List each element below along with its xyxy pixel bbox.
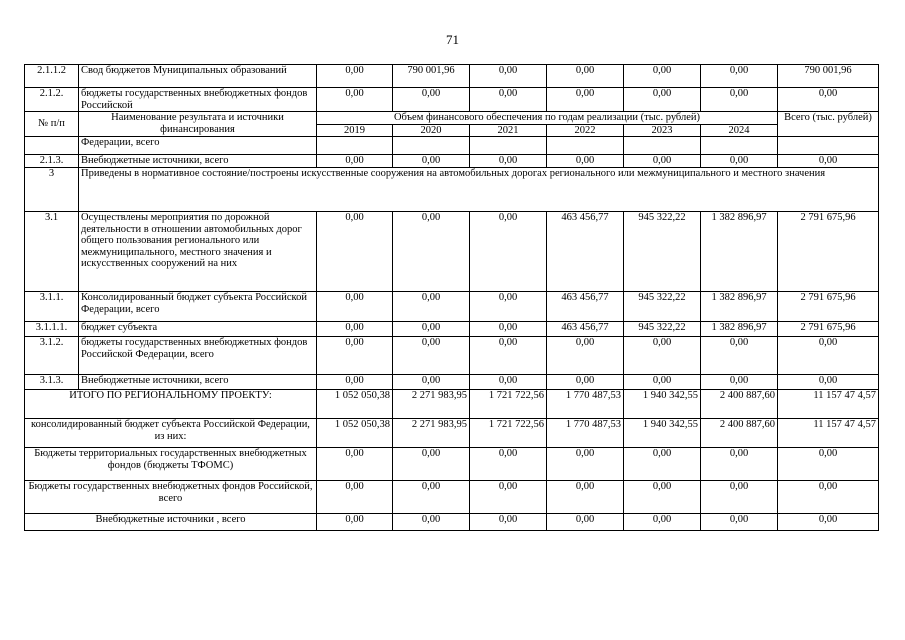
total-cell: 2 791 675,96	[778, 212, 879, 292]
total-cell	[778, 137, 879, 155]
value-cell: 463 456,77	[547, 292, 624, 322]
value-cell: 0,00	[393, 322, 470, 337]
value-cell: 1 382 896,97	[701, 212, 778, 292]
total-value-cell: 2 400 887,60	[701, 390, 778, 419]
total-row	[25, 419, 879, 448]
grand-total-cell: 11 157 47 4,57	[778, 390, 879, 419]
total-value-cell: 1 940 342,55	[624, 419, 701, 448]
value-cell: 0,00	[317, 292, 393, 322]
header-row	[25, 112, 879, 125]
total-cell: 2 791 675,96	[778, 292, 879, 322]
total-row	[25, 448, 879, 481]
value-cell: 945 322,22	[624, 212, 701, 292]
header-num: № п/п	[25, 112, 79, 137]
total-row-name: Бюджеты государственных внебюджетных фондов Российской, всего	[25, 481, 317, 514]
total-value-cell: 0,00	[547, 514, 624, 531]
total-value-cell: 1 721 722,56	[470, 390, 547, 419]
total-row	[25, 514, 879, 531]
total-value-cell: 1 052 050,38	[317, 390, 393, 419]
header-year: 2024	[701, 124, 778, 137]
total-value-cell: 0,00	[317, 448, 393, 481]
total-row	[25, 390, 879, 419]
value-cell	[393, 137, 470, 155]
value-cell: 0,00	[317, 337, 393, 375]
header-year: 2022	[547, 124, 624, 137]
value-cell: 0,00	[393, 88, 470, 112]
row-name: Внебюджетные источники, всего	[79, 375, 317, 390]
total-value-cell: 0,00	[470, 481, 547, 514]
value-cell: 0,00	[470, 212, 547, 292]
row-number: 3.1	[25, 212, 79, 292]
value-cell: 463 456,77	[547, 322, 624, 337]
header-year: 2021	[470, 124, 547, 137]
value-cell: 0,00	[624, 337, 701, 375]
value-cell: 0,00	[317, 155, 393, 168]
value-cell	[470, 137, 547, 155]
header-year: 2019	[317, 124, 393, 137]
value-cell	[317, 137, 393, 155]
value-cell: 0,00	[470, 337, 547, 375]
total-value-cell: 0,00	[624, 448, 701, 481]
value-cell: 0,00	[547, 88, 624, 112]
total-value-cell: 0,00	[393, 448, 470, 481]
total-cell: 0,00	[778, 88, 879, 112]
row-number: 3.1.1.1.	[25, 322, 79, 337]
value-cell: 0,00	[393, 212, 470, 292]
value-cell: 0,00	[317, 88, 393, 112]
value-cell: 0,00	[317, 375, 393, 390]
total-cell: 0,00	[778, 337, 879, 375]
value-cell: 0,00	[470, 155, 547, 168]
value-cell: 945 322,22	[624, 292, 701, 322]
value-cell: 0,00	[470, 375, 547, 390]
value-cell: 0,00	[701, 375, 778, 390]
value-cell	[624, 137, 701, 155]
total-row	[25, 481, 879, 514]
total-row-name: ИТОГО ПО РЕГИОНАЛЬНОМУ ПРОЕКТУ:	[25, 390, 317, 419]
row-number: 2.1.1.2	[25, 65, 79, 88]
section-number: 3	[25, 168, 79, 212]
value-cell: 0,00	[624, 88, 701, 112]
total-value-cell: 0,00	[547, 448, 624, 481]
total-value-cell: 1 940 342,55	[624, 390, 701, 419]
value-cell: 0,00	[624, 65, 701, 88]
total-cell: 0,00	[778, 375, 879, 390]
header-name: Наименование результата и источники финансирования	[79, 112, 317, 137]
value-cell: 0,00	[547, 65, 624, 88]
total-value-cell: 1 721 722,56	[470, 419, 547, 448]
table-row-continuation	[25, 137, 879, 155]
grand-total-cell: 0,00	[778, 448, 879, 481]
value-cell: 0,00	[470, 292, 547, 322]
row-number	[25, 137, 79, 155]
value-cell: 0,00	[470, 88, 547, 112]
value-cell: 0,00	[317, 212, 393, 292]
value-cell: 945 322,22	[624, 322, 701, 337]
total-cell: 0,00	[778, 155, 879, 168]
row-name: Федерации, всего	[79, 137, 317, 155]
value-cell: 0,00	[393, 337, 470, 375]
total-value-cell: 0,00	[624, 514, 701, 531]
value-cell: 0,00	[624, 155, 701, 168]
row-number: 3.1.2.	[25, 337, 79, 375]
table-row	[25, 212, 879, 292]
total-value-cell: 0,00	[470, 514, 547, 531]
value-cell: 1 382 896,97	[701, 292, 778, 322]
total-value-cell: 0,00	[393, 481, 470, 514]
total-row-name: консолидированный бюджет субъекта Российской Федерации, из них:	[25, 419, 317, 448]
table-row	[25, 155, 879, 168]
value-cell: 0,00	[317, 65, 393, 88]
header-years-caption: Объем финансового обеспечения по годам реализации (тыс. рублей)	[317, 112, 778, 125]
total-value-cell: 1 052 050,38	[317, 419, 393, 448]
row-name: Консолидированный бюджет субъекта Российской Федерации, всего	[79, 292, 317, 322]
financing-table	[24, 64, 879, 531]
row-number: 3.1.3.	[25, 375, 79, 390]
value-cell: 463 456,77	[547, 212, 624, 292]
value-cell: 0,00	[547, 375, 624, 390]
value-cell: 0,00	[624, 375, 701, 390]
table-row	[25, 65, 879, 88]
total-cell: 2 791 675,96	[778, 322, 879, 337]
total-value-cell: 0,00	[701, 514, 778, 531]
total-value-cell: 0,00	[701, 448, 778, 481]
value-cell	[547, 137, 624, 155]
row-number: 2.1.3.	[25, 155, 79, 168]
total-value-cell: 2 271 983,95	[393, 390, 470, 419]
value-cell	[701, 137, 778, 155]
row-name: Свод бюджетов Муниципальных образований	[79, 65, 317, 88]
value-cell: 0,00	[470, 65, 547, 88]
row-name: Внебюджетные источники, всего	[79, 155, 317, 168]
header-total: Всего (тыс. рублей)	[778, 112, 879, 137]
row-name: бюджеты государственных внебюджетных фондов Российской	[79, 88, 317, 112]
total-row-name: Внебюджетные источники , всего	[25, 514, 317, 531]
value-cell: 1 382 896,97	[701, 322, 778, 337]
value-cell: 0,00	[547, 155, 624, 168]
header-year: 2023	[624, 124, 701, 137]
grand-total-cell: 0,00	[778, 514, 879, 531]
row-number: 3.1.1.	[25, 292, 79, 322]
total-value-cell: 0,00	[701, 481, 778, 514]
value-cell: 0,00	[701, 337, 778, 375]
value-cell: 0,00	[393, 375, 470, 390]
section-title: Приведены в нормативное состояние/построены искусственные сооружения на автомобильных дорогах регионального или межмуниципального и местного значения	[79, 168, 879, 212]
total-value-cell: 0,00	[317, 514, 393, 531]
total-value-cell: 1 770 487,53	[547, 390, 624, 419]
total-cell: 790 001,96	[778, 65, 879, 88]
section-row	[25, 168, 879, 212]
value-cell: 0,00	[547, 337, 624, 375]
total-value-cell: 1 770 487,53	[547, 419, 624, 448]
value-cell: 0,00	[317, 322, 393, 337]
grand-total-cell: 0,00	[778, 481, 879, 514]
total-value-cell: 0,00	[547, 481, 624, 514]
table-row	[25, 292, 879, 322]
value-cell: 790 001,96	[393, 65, 470, 88]
total-value-cell: 2 400 887,60	[701, 419, 778, 448]
table-row	[25, 337, 879, 375]
value-cell: 0,00	[701, 65, 778, 88]
row-number: 2.1.2.	[25, 88, 79, 112]
total-row-name: Бюджеты территориальных государственных внебюджетных фондов (бюджеты ТФОМС)	[25, 448, 317, 481]
total-value-cell: 0,00	[470, 448, 547, 481]
total-value-cell: 0,00	[624, 481, 701, 514]
page-number: 71	[446, 32, 459, 47]
value-cell: 0,00	[701, 88, 778, 112]
value-cell: 0,00	[393, 155, 470, 168]
table-row	[25, 322, 879, 337]
row-name: бюджеты государственных внебюджетных фондов Российской Федерации, всего	[79, 337, 317, 375]
value-cell: 0,00	[393, 292, 470, 322]
value-cell: 0,00	[470, 322, 547, 337]
total-value-cell: 0,00	[393, 514, 470, 531]
row-name: Осуществлены мероприятия по дорожной деятельности в отношении автомобильных дорог общего пользования регионального или межмуниципального, местного значения и искусственных сооружений на них	[79, 212, 317, 292]
header-year: 2020	[393, 124, 470, 137]
total-value-cell: 0,00	[317, 481, 393, 514]
grand-total-cell: 11 157 47 4,57	[778, 419, 879, 448]
value-cell: 0,00	[701, 155, 778, 168]
table-row	[25, 88, 879, 112]
row-name: бюджет субъекта	[79, 322, 317, 337]
total-value-cell: 2 271 983,95	[393, 419, 470, 448]
table-row	[25, 375, 879, 390]
